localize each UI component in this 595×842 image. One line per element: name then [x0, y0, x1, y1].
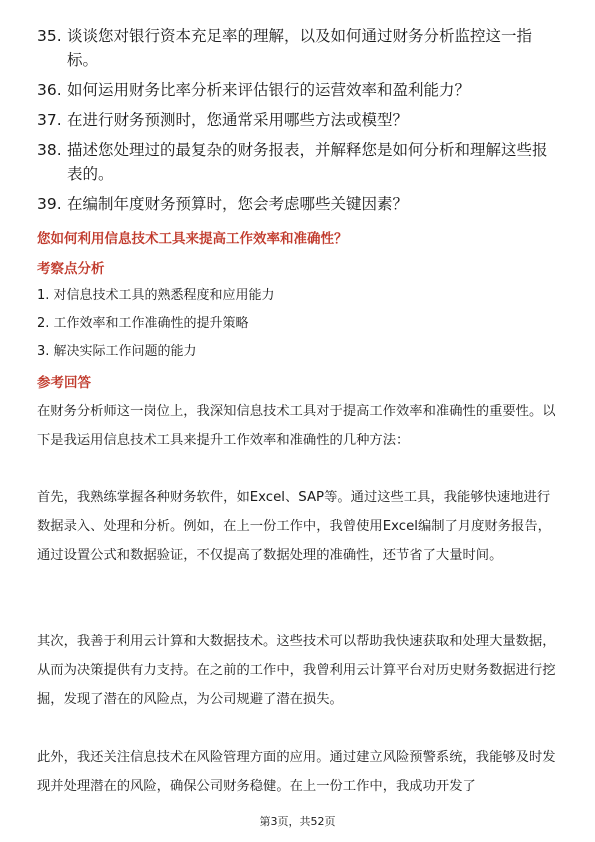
answer-paragraph: 此外，我还关注信息技术在风险管理方面的应用。通过建立风险预警系统，我能够及时发现并处理潜在的风险，确保公司财务稳健。在上一份工作中，我成功开发了 — [37, 750, 556, 794]
analysis-point: 3. 解决实际工作问题的能力 — [37, 344, 197, 359]
question-text: 谈谈您对银行资本充足率的理解，以及如何通过财务分析监控这一指标。 — [67, 27, 533, 69]
question-number: 37. — [37, 111, 62, 129]
question-text: 如何运用财务比率分析来评估银行的运营效率和盈利能力？ — [67, 81, 471, 99]
answer-paragraph: 在财务分析师这一岗位上，我深知信息技术工具对于提高工作效率和准确性的重要性。以下是我运用信息技术工具来提升工作效率和准确性的几种方法： — [37, 404, 556, 448]
question-number: 39. — [37, 195, 62, 213]
analysis-heading: 考察点分析 — [37, 261, 105, 277]
page-number: 第3页，共52页 — [259, 815, 336, 828]
question-text: 在编制年度财务预算时，您会考虑哪些关键因素？ — [67, 195, 409, 213]
section-title: 您如何利用信息技术工具来提高工作效率和准确性？ — [37, 231, 348, 247]
question-number: 35. — [37, 27, 62, 45]
analysis-point: 2. 工作效率和工作准确性的提升策略 — [37, 316, 249, 331]
answer-paragraph: 其次，我善于利用云计算和大数据技术。这些技术可以帮助我快速获取和处理大量数据，从而为决策提供有力支持。在之前的工作中，我曾利用云计算平台对历史财务数据进行挖掘，发现了潜在的风险点，为公司规避了潜在损失。 — [37, 634, 556, 707]
question-list — [37, 24, 562, 222]
answer-paragraph: 首先，我熟练掌握各种财务软件，如Excel、SAP等。通过这些工具，我能够快速地进行数据录入、处理和分析。例如，在上一份工作中，我曾使用Excel编制了月度财务报告，通过设置公式和数据验证，不仅提高了数据处理的准确性，还节省了大量时间。 — [37, 490, 551, 563]
analysis-point: 1. 对信息技术工具的熟悉程度和应用能力 — [37, 288, 275, 303]
question-item — [37, 138, 562, 186]
question-item — [37, 192, 562, 216]
answer-heading: 参考回答 — [37, 375, 91, 391]
question-item — [37, 108, 562, 132]
question-text: 描述您处理过的最复杂的财务报表，并解释您是如何分析和理解这些报表的。 — [67, 141, 548, 183]
question-number: 38. — [37, 141, 62, 159]
question-item — [37, 24, 562, 72]
question-text: 在进行财务预测时，您通常采用哪些方法或模型？ — [67, 111, 409, 129]
question-number: 36. — [37, 81, 62, 99]
question-item — [37, 78, 562, 102]
